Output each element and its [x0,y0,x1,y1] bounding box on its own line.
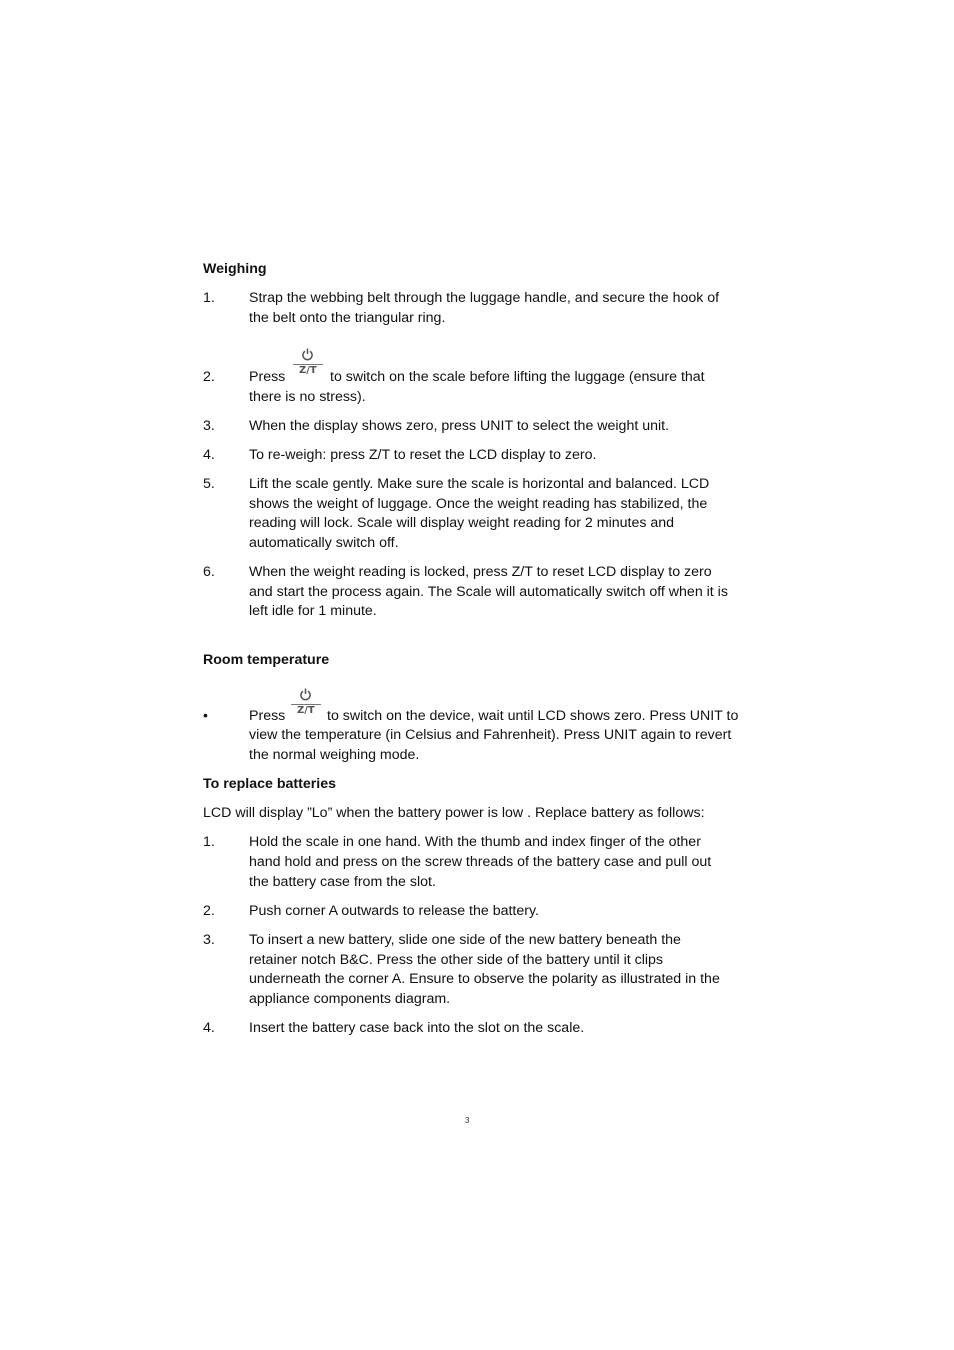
power-icon [299,688,312,701]
weighing-item-6-number: 6. [203,564,215,580]
weighing-item-3-number: 3. [203,418,215,434]
weighing-item-4-number: 4. [203,447,215,463]
battery-item-2-line-1: Push corner A outwards to release the battery. [249,903,539,919]
weighing-item-2-press: Press [249,369,286,385]
power-zt-button-icon [293,348,323,380]
weighing-item-2-line-2: there is no stress). [249,389,366,405]
battery-item-1-line-1: Hold the scale in one hand. With the thumb and index finger of the other [249,834,701,850]
weighing-item-1-number: 1. [203,290,215,306]
weighing-item-5-number: 5. [203,476,215,492]
weighing-item-5-line-1: Lift the scale gently. Make sure the scale is horizontal and balanced. LCD [249,476,710,492]
battery-item-3-number: 3. [203,932,215,948]
battery-item-3-line-2: retainer notch B&C. Press the other side of the battery until it clips [249,952,664,968]
room-temp-press: Press [249,708,286,724]
weighing-item-6-line-1: When the weight reading is locked, press Z/T to reset LCD display to zero [249,564,712,580]
weighing-item-1-line-2: the belt onto the triangular ring. [249,310,446,326]
battery-item-3-line-4: appliance components diagram. [249,991,451,1007]
zt-icon-label: Z/T [297,705,315,716]
weighing-item-5-line-2: shows the weight of luggage. Once the weight reading has stabilized, the [249,496,708,512]
weighing-item-6-line-3: left idle for 1 minute. [249,603,377,619]
weighing-item-2-number: 2. [203,369,215,385]
room-temp-line-3: the normal weighing mode. [249,747,420,763]
battery-item-4-line-1: Insert the battery case back into the slot on the scale. [249,1020,585,1036]
section-heading-replace-batteries: To replace batteries [203,776,336,792]
battery-item-1-line-2: hand hold and press on the screw threads of the battery case and pull out [249,854,712,870]
bullet-point: • [203,707,208,723]
batteries-intro: LCD will display ”Lo” when the battery power is low . Replace battery as follows: [203,805,705,821]
weighing-item-4-line-1: To re-weigh: press Z/T to reset the LCD display to zero. [249,447,597,463]
weighing-item-3-line-1: When the display shows zero, press UNIT to select the weight unit. [249,418,670,434]
battery-item-3-line-1: To insert a new battery, slide one side of the new battery beneath the [249,932,681,948]
section-heading-weighing: Weighing [203,261,267,277]
battery-item-2-number: 2. [203,903,215,919]
power-icon [301,348,314,361]
battery-item-1-number: 1. [203,834,215,850]
page-number: 3 [465,1116,470,1125]
zt-icon-label: Z/T [299,365,317,376]
battery-item-4-number: 4. [203,1020,215,1036]
weighing-item-5-line-3: reading will lock. Scale will display weight reading for 2 minutes and [249,515,675,531]
weighing-item-6-line-2: and start the process again. The Scale will automatically switch off when it is [249,584,728,600]
weighing-item-2-line-1: to switch on the scale before lifting the luggage (ensure that [330,369,705,385]
room-temp-line-1: to switch on the device, wait until LCD shows zero. Press UNIT to [327,708,739,724]
weighing-item-5-line-4: automatically switch off. [249,535,399,551]
power-zt-button-icon [291,688,321,720]
section-heading-room-temperature: Room temperature [203,652,330,668]
weighing-item-1-line-1: Strap the webbing belt through the luggage handle, and secure the hook of [249,290,720,306]
room-temp-line-2: view the temperature (in Celsius and Fahrenheit). Press UNIT again to revert [249,727,732,743]
battery-item-3-line-3: underneath the corner A. Ensure to observe the polarity as illustrated in the [249,971,720,987]
battery-item-1-line-3: the battery case from the slot. [249,874,436,890]
